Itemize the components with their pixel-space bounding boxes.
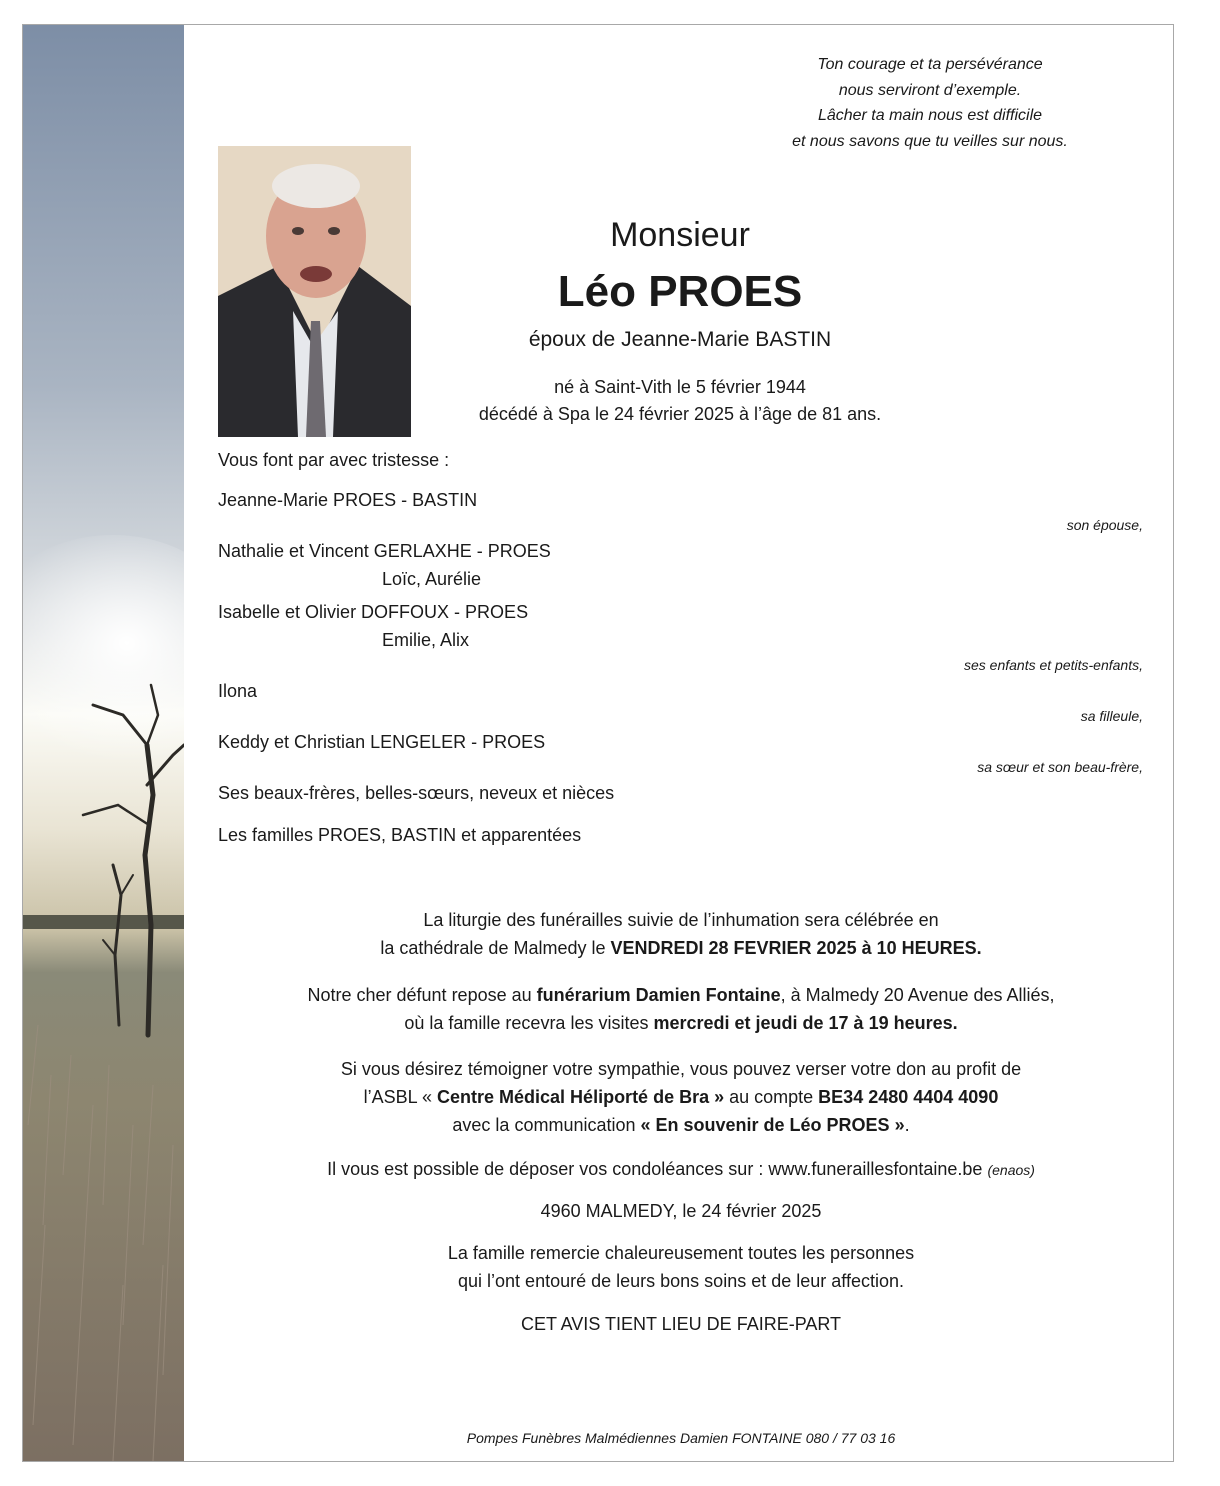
donation-line: l’ASBL « Centre Médical Héliporté de Bra » au compte BE34 2480 4404 4090 bbox=[363, 1087, 999, 1107]
poem-line: et nous savons que tu veilles sur nous. bbox=[792, 132, 1068, 150]
relation-label: son épouse, bbox=[1066, 517, 1143, 533]
ceremony-date: VENDREDI 28 FEVRIER 2025 à 10 HEURES. bbox=[610, 938, 982, 958]
death-line: décédé à Spa le 24 février 2025 à l’âge de 81 ans. bbox=[478, 404, 882, 424]
charity-name: Centre Médical Héliporté de Bra » bbox=[437, 1087, 725, 1107]
thanks bbox=[200, 1239, 1162, 1295]
condolences-info bbox=[200, 1155, 1162, 1184]
visit-line: Notre cher défunt repose au funérarium Damien Fontaine, à Malmedy 20 Avenue des Alliés, bbox=[307, 985, 1055, 1005]
family-member: Les familles PROES, BASTIN et apparentées bbox=[218, 825, 582, 845]
spouse-line: époux de Jeanne-Marie BASTIN bbox=[528, 328, 832, 351]
birth-line: né à Saint-Vith le 5 février 1944 bbox=[554, 377, 806, 397]
grandchildren: Emilie, Alix bbox=[382, 630, 470, 650]
visit-hours: mercredi et jeudi de 17 à 19 heures. bbox=[653, 1013, 958, 1033]
bank-account: BE34 2480 4404 4090 bbox=[818, 1087, 999, 1107]
poem-line: Ton courage et ta persévérance bbox=[817, 56, 1043, 73]
funerarium-name: funérarium Damien Fontaine bbox=[536, 985, 781, 1005]
ceremony-line: La liturgie des funérailles suivie de l’inhumation sera célébrée en bbox=[423, 910, 939, 930]
relation-label: sa sœur et son beau-frère, bbox=[977, 759, 1143, 775]
landscape-side-image bbox=[23, 25, 184, 1461]
notice: CET AVIS TIENT LIEU DE FAIRE-PART bbox=[520, 1314, 842, 1334]
visit-info bbox=[200, 981, 1162, 1037]
relation-label: ses enfants et petits-enfants, bbox=[964, 657, 1143, 673]
family-member: Nathalie et Vincent GERLAXHE - PROES bbox=[218, 541, 551, 561]
poem-line: nous serviront d’exemple. bbox=[838, 81, 1022, 99]
place-date: 4960 MALMEDY, le 24 février 2025 bbox=[540, 1201, 822, 1221]
poem-line: Lâcher ta main nous est difficile bbox=[817, 107, 1043, 124]
thanks-line: La famille remercie chaleureusement toutes les personnes bbox=[447, 1243, 915, 1263]
donation-line: avec la communication « En souvenir de Léo PROES ». bbox=[452, 1115, 910, 1135]
ceremony-line: la cathédrale de Malmedy le VENDREDI 28 FEVRIER 2025 à 10 HEURES. bbox=[380, 938, 982, 958]
donation-line: Si vous désirez témoigner votre sympathie, vous pouvez verser votre don au profit de bbox=[340, 1059, 1022, 1079]
condolences-note: (enaos) bbox=[987, 1162, 1035, 1178]
title-monsieur: Monsieur bbox=[610, 216, 750, 254]
family-member: Ses beaux-frères, belles-sœurs, neveux et nièces bbox=[218, 783, 615, 803]
ceremony-info bbox=[200, 906, 1162, 962]
condolences-text: Il vous est possible de déposer vos condoléances sur : www.funeraillesfontaine.be bbox=[327, 1159, 988, 1179]
communication-text: « En souvenir de Léo PROES » bbox=[640, 1115, 905, 1135]
family-member: Keddy et Christian LENGELER - PROES bbox=[218, 732, 546, 752]
visit-line: où la famille recevra les visites mercredi et jeudi de 17 à 19 heures. bbox=[404, 1013, 958, 1033]
thanks-line: qui l’ont entouré de leurs bons soins et de leur affection. bbox=[458, 1271, 904, 1291]
grandchildren: Loïc, Aurélie bbox=[382, 569, 482, 589]
family-member: Ilona bbox=[218, 681, 258, 701]
poem bbox=[680, 52, 1180, 154]
relation-label: sa filleule, bbox=[1080, 708, 1143, 724]
family-member: Isabelle et Olivier DOFFOUX - PROES bbox=[218, 602, 529, 622]
donation-info bbox=[200, 1055, 1162, 1139]
family-intro: Vous font par avec tristesse : bbox=[218, 450, 450, 470]
deceased-name: Léo PROES bbox=[557, 267, 803, 316]
family-member: Jeanne-Marie PROES - BASTIN bbox=[218, 490, 478, 510]
portrait-photo bbox=[218, 146, 411, 437]
footer: Pompes Funèbres Malmédiennes Damien FONTAINE 080 / 77 03 16 bbox=[466, 1430, 896, 1446]
